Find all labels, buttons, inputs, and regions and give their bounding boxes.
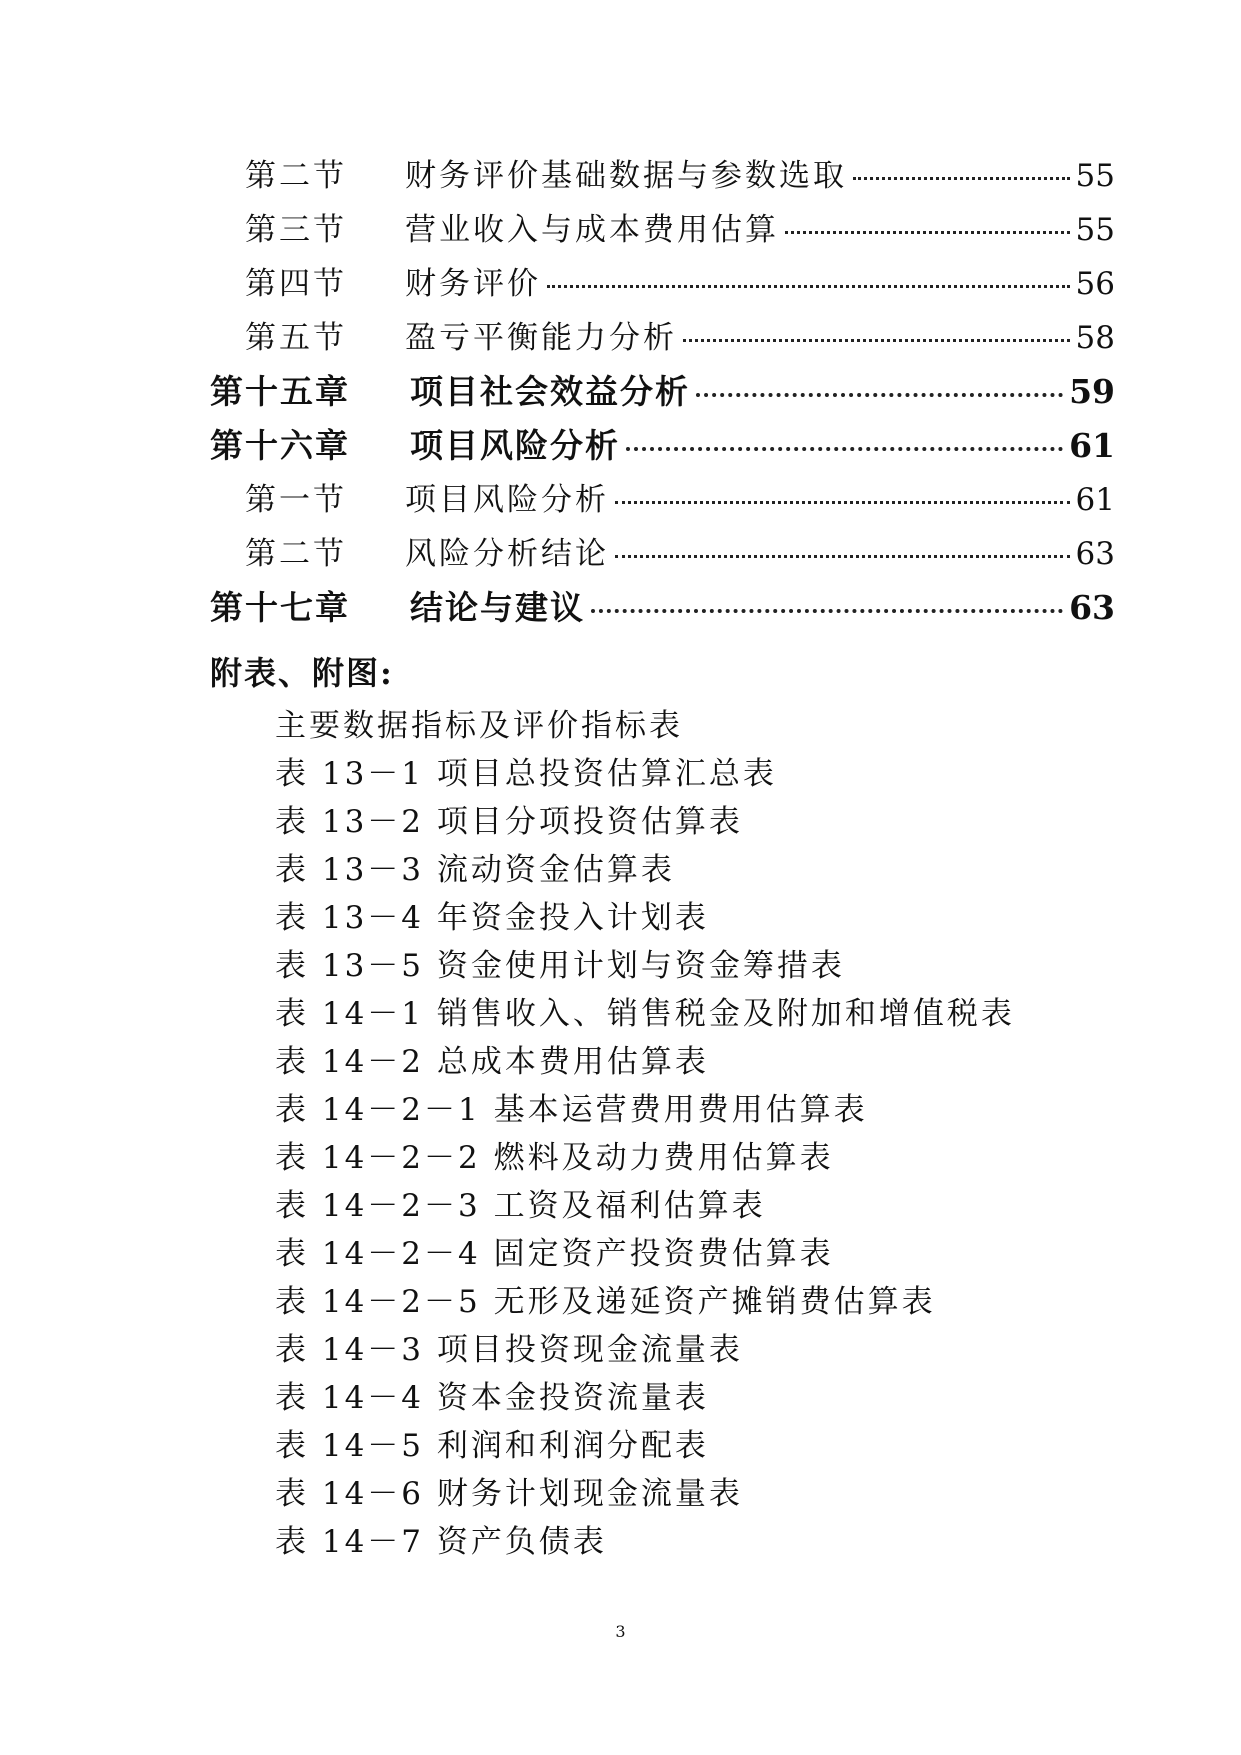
toc-entry-page: 63	[1075, 536, 1115, 572]
toc-entry-title: 项目风险分析	[405, 482, 609, 518]
toc-entry-page: 56	[1075, 266, 1115, 302]
appendix-item[interactable]: 表 14－3 项目投资现金流量表	[275, 1332, 743, 1368]
dot-leader	[615, 501, 1070, 504]
toc-entry-label: 第四节	[245, 266, 347, 302]
toc-entry-page: 61	[1069, 426, 1115, 465]
toc-entry-title: 结论与建议	[410, 588, 585, 627]
toc-chapter-entry[interactable]	[210, 366, 1115, 420]
appendix-item[interactable]: 表 13－5 资金使用计划与资金筹措表	[275, 948, 845, 984]
toc-entry-label: 第十五章	[210, 372, 350, 411]
toc-entry-label: 第十七章	[210, 588, 350, 627]
toc-entry-title: 营业收入与成本费用估算	[405, 212, 779, 248]
appendix-item[interactable]: 表 14－2－4 固定资产投资费估算表	[275, 1236, 834, 1272]
toc-entry-page: 63	[1069, 588, 1115, 627]
toc-entry-title: 项目风险分析	[410, 426, 620, 465]
toc-entry-title: 项目社会效益分析	[410, 372, 690, 411]
toc-entry-page: 55	[1075, 212, 1115, 248]
appendix-item[interactable]: 表 13－4 年资金投入计划表	[275, 900, 709, 936]
appendix-item[interactable]: 表 14－2－2 燃料及动力费用估算表	[275, 1140, 834, 1176]
toc-entry-title: 财务评价基础数据与参数选取	[405, 158, 847, 194]
appendix-item[interactable]: 表 13－3 流动资金估算表	[275, 852, 675, 888]
appendix-item[interactable]: 表 14－2－1 基本运营费用费用估算表	[275, 1092, 868, 1128]
appendix-item[interactable]: 表 14－4 资本金投资流量表	[275, 1380, 709, 1416]
appendix-list	[275, 700, 1015, 1564]
appendix-item[interactable]: 表 14－2 总成本费用估算表	[275, 1044, 709, 1080]
appendix-item[interactable]: 表 14－2－5 无形及递延资产摊销费估算表	[275, 1284, 936, 1320]
toc-entry[interactable]	[210, 258, 1115, 312]
appendix-heading: 附表、附图:	[210, 654, 394, 692]
toc-entry-label: 第五节	[245, 320, 347, 356]
toc-entry-title: 风险分析结论	[405, 536, 609, 572]
appendix-item[interactable]: 表 14－5 利润和利润分配表	[275, 1428, 709, 1464]
appendix-item[interactable]: 表 14－2－3 工资及福利估算表	[275, 1188, 766, 1224]
dot-leader	[696, 393, 1063, 397]
dot-leader	[683, 339, 1070, 342]
appendix-item[interactable]: 表 14－6 财务计划现金流量表	[275, 1476, 743, 1512]
toc-entry[interactable]	[210, 312, 1115, 366]
page-number: 3	[615, 1622, 626, 1641]
appendix-item[interactable]: 表 13－1 项目总投资估算汇总表	[275, 756, 777, 792]
toc-entry-page: 55	[1075, 158, 1115, 194]
toc-entry[interactable]	[210, 474, 1115, 528]
toc-entry-page: 61	[1075, 482, 1115, 518]
toc-entry-title: 盈亏平衡能力分析	[405, 320, 677, 356]
appendix-item[interactable]: 表 14－7 资产负债表	[275, 1524, 607, 1560]
toc-entry-label: 第二节	[245, 158, 347, 194]
dot-leader	[853, 177, 1070, 180]
toc-entry[interactable]	[210, 204, 1115, 258]
toc-entry-label: 第二节	[245, 536, 347, 572]
toc-entry-label: 第一节	[245, 482, 347, 518]
dot-leader	[626, 447, 1063, 451]
toc-entry-page: 58	[1075, 320, 1115, 356]
toc-entry-page: 59	[1069, 372, 1115, 411]
toc-chapter-entry[interactable]	[210, 420, 1115, 474]
toc-entry-label: 第三节	[245, 212, 347, 248]
appendix-item[interactable]: 表 14－1 销售收入、销售税金及附加和增值税表	[275, 996, 1015, 1032]
dot-leader	[615, 555, 1070, 558]
appendix-item[interactable]: 表 13－2 项目分项投资估算表	[275, 804, 743, 840]
toc-entry-title: 财务评价	[405, 266, 541, 302]
toc-entry[interactable]	[210, 150, 1115, 204]
dot-leader	[591, 609, 1063, 613]
table-of-contents	[210, 150, 1115, 636]
toc-entry[interactable]	[210, 528, 1115, 582]
appendix-item[interactable]: 主要数据指标及评价指标表	[275, 708, 683, 744]
dot-leader	[785, 231, 1070, 234]
dot-leader	[547, 285, 1070, 288]
toc-chapter-entry[interactable]	[210, 582, 1115, 636]
toc-entry-label: 第十六章	[210, 426, 350, 465]
